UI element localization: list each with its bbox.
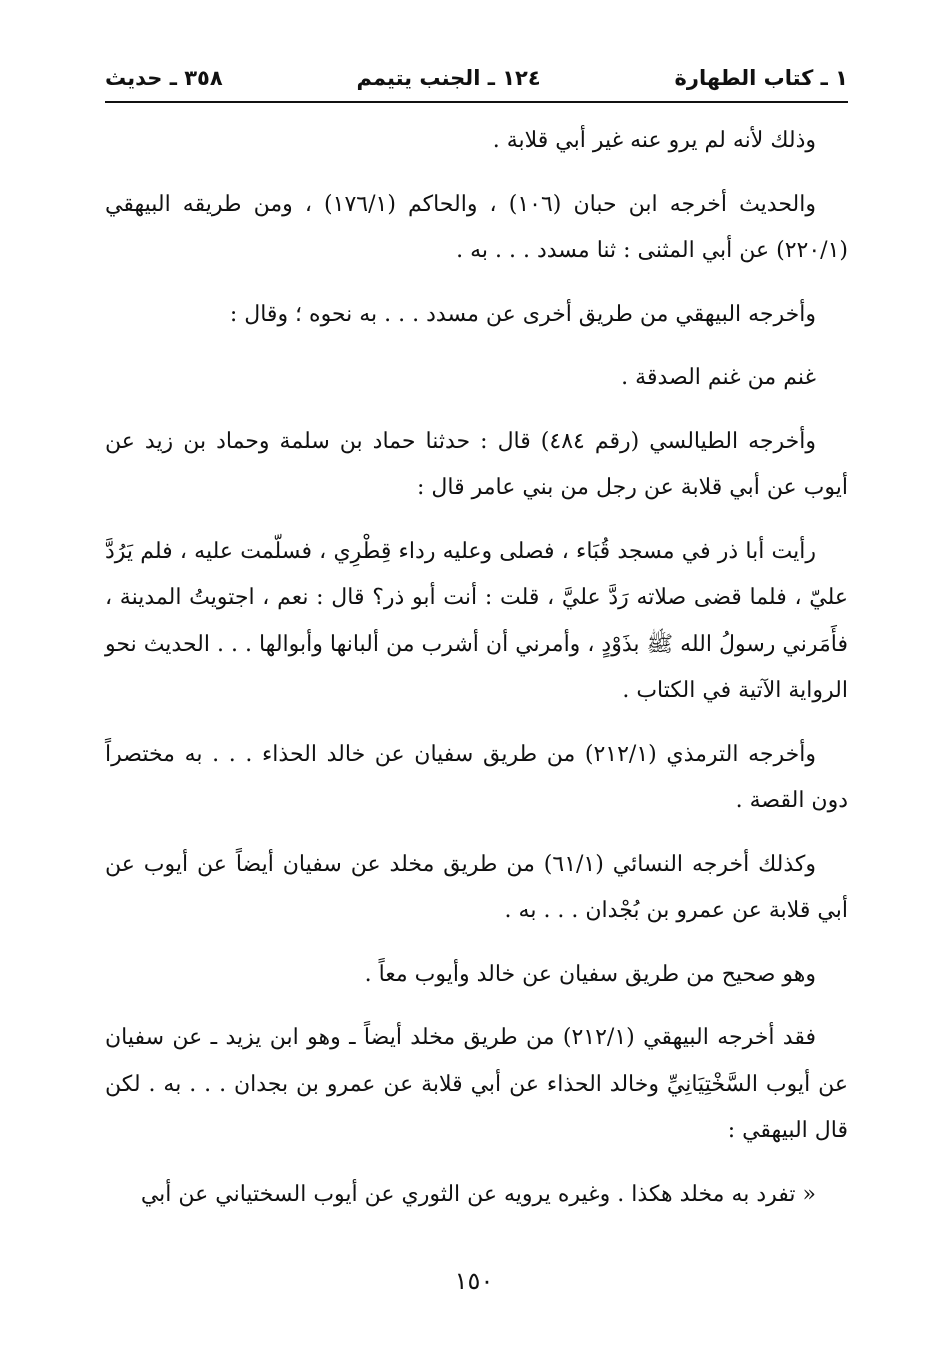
paragraph: غنم من غنم الصدقة .: [621, 365, 816, 390]
paragraph: « تفرد به مخلد هكذا . وغيره يرويه عن الثوري عن أيوب السختياني عن أبي: [140, 1181, 816, 1207]
body-text: [105, 118, 848, 1235]
paragraph: وذلك لأنه لم يرو عنه غير أبي قلابة .: [492, 128, 816, 153]
paragraph: وأخرجه الترمذي (٢١٢/١) من طريق سفيان عن خالد الحذاء . . . به مختصراً دون القصة .: [105, 741, 848, 813]
header-chapter-title: ١٢٤ ـ الجنب يتيمم: [356, 66, 541, 90]
paragraph: وهو صحيح من طريق سفيان عن خالد وأيوب معاً .: [364, 961, 816, 987]
page-number: ١٥٠: [454, 1267, 494, 1295]
paragraph: وأخرجه الطيالسي (رقم ٤٨٤) قال : حدثنا حماد بن سلمة وحماد بن زيد عن أيوب عن أبي قلابة عن رجل من بني عامر قال :: [105, 428, 848, 500]
paragraph: والحديث أخرجه ابن حبان (١٠٦) ، والحاكم (١٧٦/١) ، ومن طريقه البيهقي (٢٢٠/١) عن أبي المثنى : ثنا مسدد . . . به .: [105, 191, 848, 263]
header-rule: [105, 101, 848, 103]
header-book-title: ١ ـ كتاب الطهارة: [674, 66, 848, 90]
running-header: [105, 58, 848, 98]
paragraph: رأيت أبا ذر في مسجد قُبَاء ، فصلى وعليه رداء قِطْرِي ، فسلّمت عليه ، فلم يَرُدَّ عليّ ، فلما قضى صلاته رَدَّ عليَّ ، قلت : أنت أبو ذر؟ قال : نعم ، اجتويتُ المدينة ، فأَمَرني رسولُ الله ﷺ بذَوْدٍ ، وأمرني أن أشرب من ألبانها وأبوالها . . . الحديث نحو الرواية الآتية في الكتاب .: [105, 538, 848, 703]
header-hadith-number: ٣٥٨ ـ حديث: [105, 66, 223, 90]
paragraph: فقد أخرجه البيهقي (٢١٢/١) من طريق مخلد أيضاً ـ وهو ابن يزيد ـ عن سفيان عن أيوب السَّخْتِيَانِيِّ وخالد الحذاء عن أبي قلابة عن عمرو بن بجدان . . . به . لكن قال البيهقي :: [105, 1025, 848, 1143]
paragraph: وكذلك أخرجه النسائي (٦١/١) من طريق مخلد عن سفيان أيضاً عن أيوب عن أبي قلابة عن عمرو بن بُجْدان . . . به .: [105, 851, 848, 923]
paragraph: وأخرجه البيهقي من طريق أخرى عن مسدد . . . به نحوه ؛ وقال :: [229, 301, 816, 327]
